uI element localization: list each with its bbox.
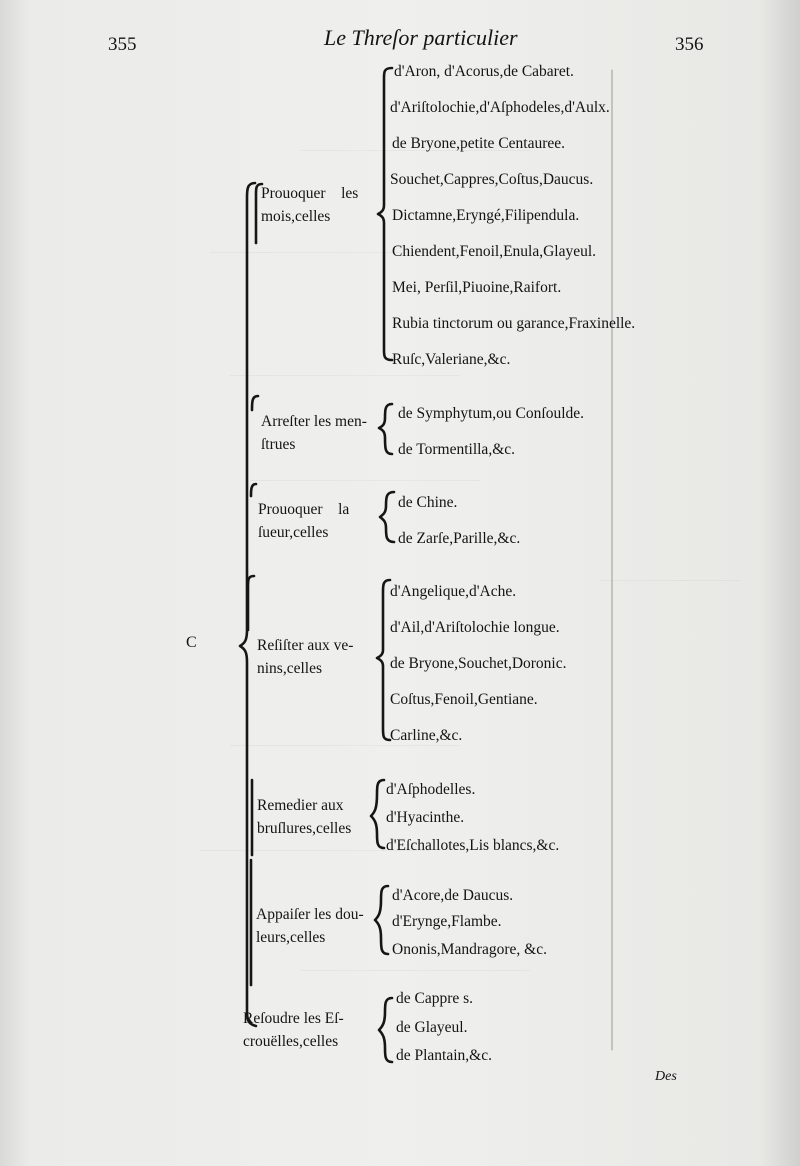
- list-item: de Cappre s.: [396, 990, 474, 1007]
- category-label: [243, 1007, 344, 1053]
- page-number-right: 356: [675, 34, 704, 55]
- list-item: Chiendent,Fenoil,Enula,Glayeul.: [392, 243, 597, 260]
- category-label-line: Remedier aux: [257, 797, 344, 814]
- catchword: Des: [655, 1069, 677, 1084]
- category-label: [257, 794, 351, 840]
- list-item: de Bryone,petite Centauree.: [392, 135, 566, 152]
- items-brace-4: [377, 580, 390, 740]
- items-brace-6: [375, 886, 388, 954]
- list-item: d'Erynge,Flambe.: [392, 913, 502, 930]
- category-label-line: Arreſter les men-: [261, 413, 367, 430]
- category-label-line: bruſlures,celles: [257, 820, 352, 837]
- category-label-line: Appaiſer les dou-: [256, 906, 364, 923]
- list-item: de Bryone,Souchet,Doronic.: [390, 655, 567, 672]
- items-brace-5: [371, 780, 384, 848]
- list-item: de Tormentilla,&c.: [398, 441, 515, 458]
- category-label-line: ſtrues: [261, 436, 296, 453]
- list-item: Souchet,Cappres,Coſtus,Daucus.: [390, 171, 594, 188]
- category-label-line: nins,celles: [257, 660, 322, 677]
- list-item: d'Hyacinthe.: [386, 809, 465, 826]
- category-label-line: crouëlles,celles: [243, 1033, 339, 1050]
- group-brace-4: [248, 576, 254, 630]
- group-brace-3: [251, 484, 256, 496]
- category-label-line: Reſoudre les Eſ-: [243, 1010, 344, 1027]
- list-item: Ruſc,Valeriane,&c.: [392, 351, 511, 368]
- items-brace-3: [380, 492, 394, 542]
- list-item: d'Ariſtolochie,d'Aſphodeles,d'Aulx.: [390, 99, 610, 116]
- list-item: de Symphytum,ou Conſoulde.: [398, 405, 584, 422]
- list-item: de Chine.: [398, 494, 458, 511]
- list-item: Mei, Perſil,Piuoine,Raifort.: [392, 279, 562, 296]
- list-item: d'Aron, d'Acorus,de Cabaret.: [394, 63, 574, 80]
- list-item: Carline,&c.: [390, 727, 463, 744]
- category-label: [256, 903, 364, 949]
- list-item: d'Acore,de Daucus.: [392, 887, 514, 904]
- list-item: d'Aſphodelles.: [386, 781, 476, 798]
- items-brace-7: [379, 998, 392, 1062]
- list-item: Coſtus,Fenoil,Gentiane.: [390, 691, 538, 708]
- category-label-line: Prouoquer les: [261, 185, 359, 202]
- list-item: Rubia tinctorum ou garance,Fraxinelle.: [392, 315, 636, 332]
- running-title: Le Threſor particulier: [324, 25, 518, 50]
- items-brace-2: [379, 404, 392, 454]
- list-item: d'Ail,d'Ariſtolochie longue.: [390, 619, 560, 636]
- list-item: d'Angelique,d'Ache.: [390, 583, 517, 600]
- category-label-line: Prouoquer la: [258, 501, 350, 518]
- list-item: Ononis,Mandragore, &c.: [392, 941, 547, 958]
- category-label: [257, 634, 353, 680]
- category-label-line: leurs,celles: [256, 929, 326, 946]
- category-label-line: mois,celles: [261, 208, 331, 225]
- page-number-left: 355: [108, 34, 137, 55]
- root-letter: C: [186, 634, 197, 651]
- list-item: Dictamne,Eryngé,Filipendula.: [392, 207, 580, 224]
- category-label: [261, 410, 367, 456]
- list-item: de Glayeul.: [396, 1019, 468, 1036]
- group-brace-2: [252, 396, 258, 410]
- category-label-line: ſueur,celles: [258, 524, 329, 541]
- list-item: de Zarſe,Parille,&c.: [398, 530, 521, 547]
- list-item: de Plantain,&c.: [396, 1047, 492, 1064]
- list-item: d'Eſchallotes,Lis blancs,&c.: [386, 837, 560, 854]
- category-label: [261, 182, 381, 228]
- category-label: [258, 498, 378, 544]
- category-label-line: Reſiſter aux ve-: [257, 637, 354, 654]
